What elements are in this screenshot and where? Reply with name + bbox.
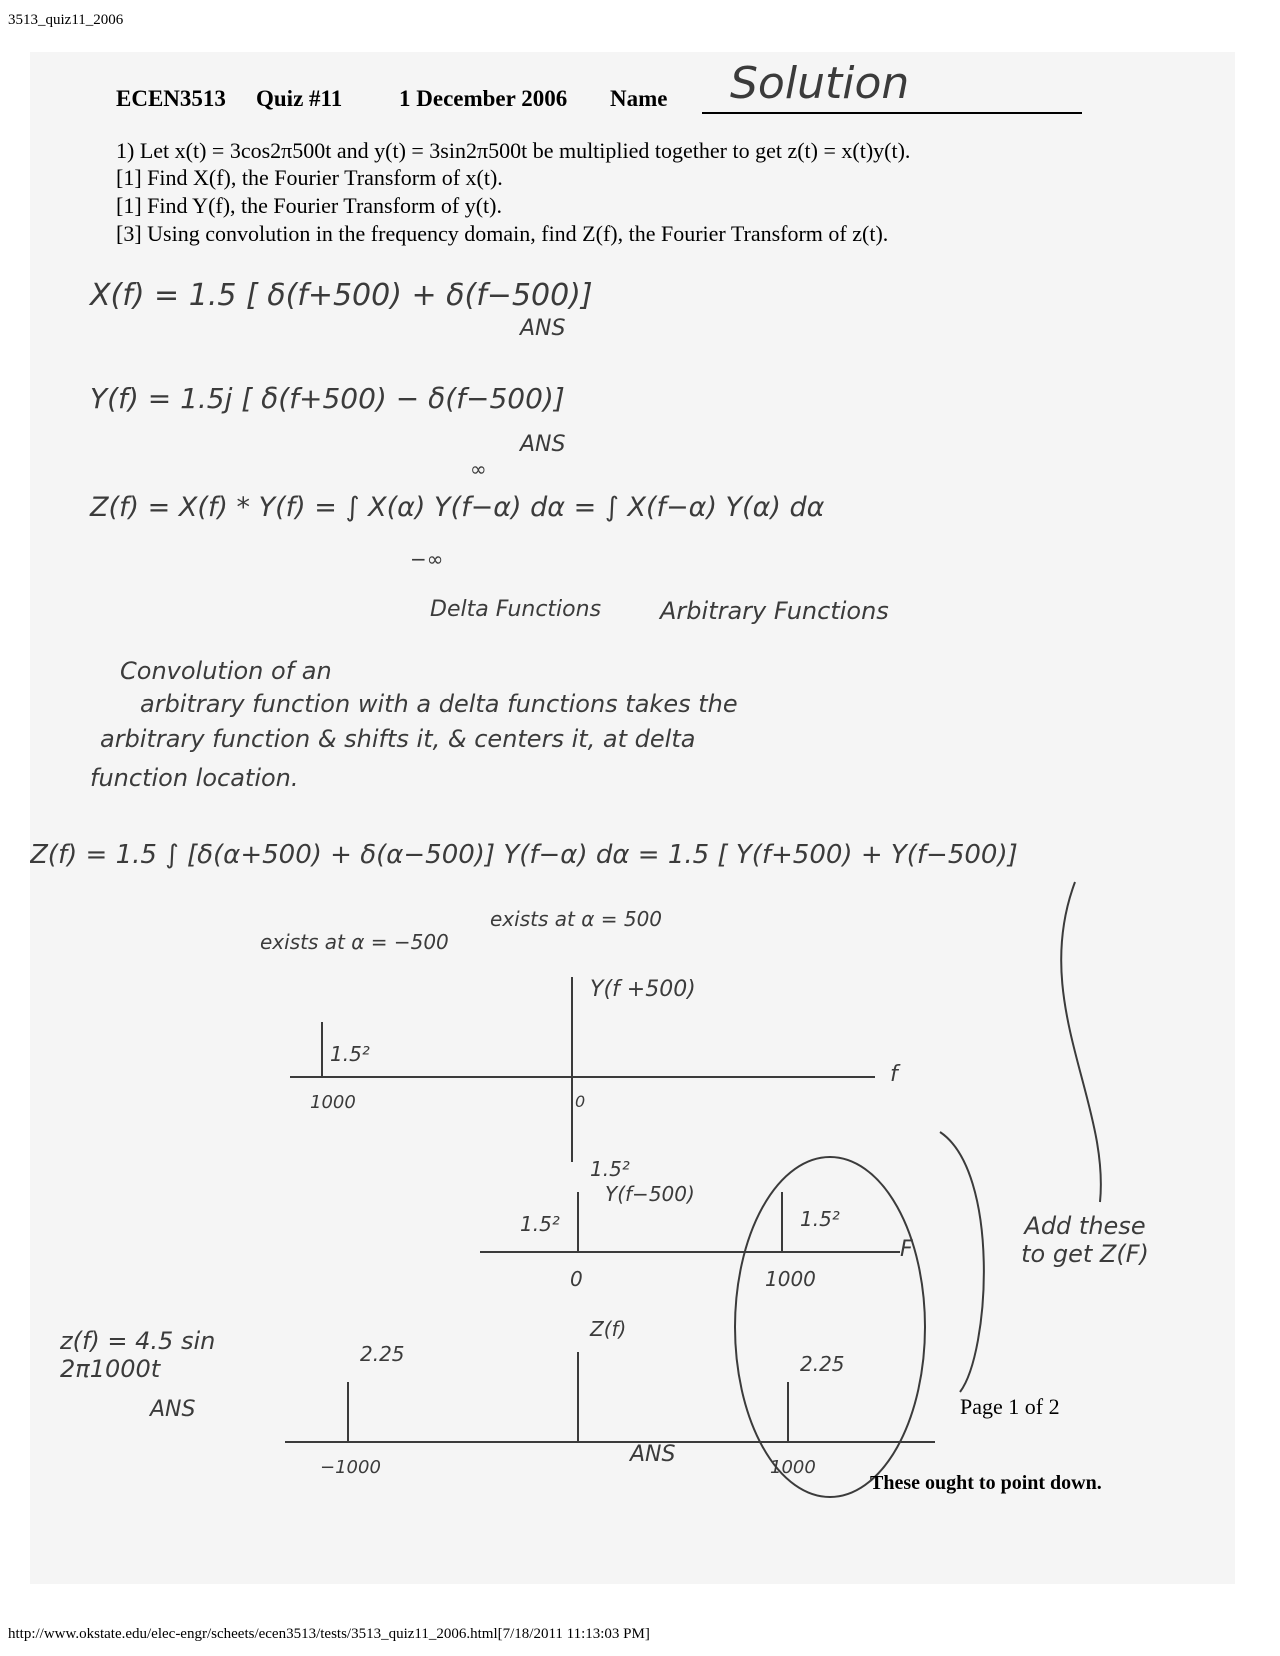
- plot1-up-value: 1.5²: [330, 1042, 370, 1066]
- course-code: ECEN3513: [116, 86, 226, 111]
- plot3-tick-positive: 1000: [770, 1457, 816, 1478]
- problem-part-3: [3] Using convolution in the frequency domain, find Z(f), the Fourier Transform of z(t).: [116, 221, 889, 246]
- integral-lower-limit: −∞: [410, 547, 444, 571]
- yf-answer: Y(f) = 1.5j [ δ(f+500) − δ(f−500)]: [90, 382, 565, 415]
- explanation-line-3: arbitrary function & shifts it, & centers it, at delta: [100, 725, 696, 753]
- scanned-page: [30, 52, 1235, 1584]
- plot1-down-value: 1.5²: [590, 1157, 630, 1181]
- explanation-line-2: arbitrary function with a delta functions takes the: [140, 690, 738, 718]
- plot2-zero: 0: [570, 1267, 583, 1291]
- footer-url: http://www.okstate.edu/elec-engr/scheets/ecen3513/tests/3513_quiz11_2006.html[7/18/2011 11:13:03 PM]: [8, 1626, 650, 1642]
- plot3-right-value: 2.25: [800, 1352, 845, 1376]
- problem-statement: 1) Let x(t) = 3cos2π500t and y(t) = 3sin2π500t be multiplied together to get z(t) = x(t)y(t).: [116, 138, 911, 163]
- ans-label-1: ANS: [520, 316, 566, 341]
- zf-expression: Z(f) = 1.5 ∫ [δ(α+500) + δ(α−500)] Y(f−α) dα = 1.5 [ Y(f+500) + Y(f−500)]: [30, 840, 1018, 870]
- xf-answer: X(f) = 1.5 [ δ(f+500) + δ(f−500)]: [90, 278, 593, 313]
- integral-upper-limit: ∞: [470, 457, 487, 481]
- plot3-label: Z(f): [590, 1317, 627, 1341]
- plot3-left-value: 2.25: [360, 1342, 405, 1366]
- plot1-label: Y(f +500): [590, 977, 696, 1002]
- quiz-date: 1 December 2006: [399, 86, 568, 111]
- name-handwritten: Solution: [730, 58, 910, 109]
- browser-title: 3513_quiz11_2006: [8, 12, 124, 28]
- quiz-number: Quiz #11: [256, 86, 343, 111]
- problem-part-1: [1] Find X(f), the Fourier Transform of x(t).: [116, 165, 503, 190]
- explanation-line-1: Convolution of an: [120, 657, 332, 685]
- problem-part-2: [1] Find Y(f), the Fourier Transform of y(t).: [116, 193, 502, 218]
- ans-label-2: ANS: [520, 432, 566, 457]
- plot1-zero: 0: [575, 1092, 586, 1111]
- ans-label-4: ANS: [630, 1442, 676, 1467]
- plot1-axis-label: f: [890, 1062, 898, 1087]
- plot2-up-left: 1.5²: [520, 1212, 560, 1236]
- delta-functions-label: Delta Functions: [430, 597, 602, 622]
- plot2-up-right: 1.5²: [800, 1207, 840, 1231]
- explanation-line-4: function location.: [90, 764, 299, 792]
- exists-at-negative: exists at α = −500: [260, 930, 449, 954]
- add-arrow-curve: [1061, 882, 1101, 1202]
- convolution-expression: Z(f) = X(f) * Y(f) = ∫ X(α) Y(f−α) dα = ∫ X(f−α) Y(α) dα: [90, 492, 825, 523]
- plot3-tick-negative: −1000: [320, 1457, 381, 1478]
- point-down-arrow: [940, 1132, 984, 1392]
- plot2-tick: 1000: [765, 1267, 816, 1291]
- plot2-axis-label: F: [900, 1237, 913, 1262]
- zf-final-answer: z(f) = 4.5 sin 2π1000t: [60, 1327, 216, 1383]
- exists-at-positive: exists at α = 500: [490, 907, 663, 931]
- plot2-label: Y(f−500): [605, 1182, 695, 1206]
- page-number: Page 1 of 2: [960, 1394, 1060, 1419]
- ans-label-3: ANS: [150, 1397, 196, 1422]
- arbitrary-functions-label: Arbitrary Functions: [660, 597, 889, 625]
- add-these-note: Add these to get Z(F): [1021, 1212, 1149, 1268]
- plot1-tick: 1000: [310, 1092, 356, 1113]
- name-label: Name: [610, 86, 668, 111]
- point-down-note: These ought to point down.: [870, 1472, 1102, 1494]
